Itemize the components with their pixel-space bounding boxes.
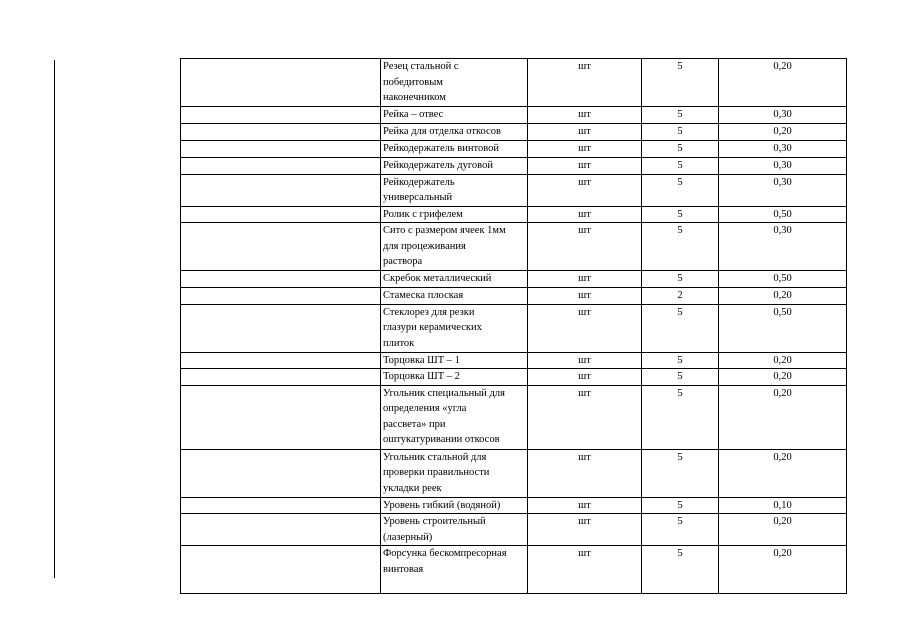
- value-cell: 0,20: [719, 449, 847, 497]
- table-row: [181, 271, 847, 288]
- table-row: [181, 287, 847, 304]
- quantity-cell: 5: [642, 497, 719, 514]
- row-empty-cell: [181, 304, 381, 352]
- quantity-cell: 5: [642, 304, 719, 352]
- quantity-cell: 5: [642, 59, 719, 107]
- value-cell: 0,50: [719, 206, 847, 223]
- row-empty-cell: [181, 141, 381, 158]
- table-row: [181, 449, 847, 497]
- value-cell: 0,30: [719, 141, 847, 158]
- row-empty-cell: [181, 287, 381, 304]
- item-name-cell: Угольник стальной для проверки правильности укладки реек: [381, 449, 528, 497]
- table-row: [181, 206, 847, 223]
- row-empty-cell: [181, 369, 381, 386]
- quantity-cell: 5: [642, 206, 719, 223]
- unit-cell: шт: [528, 206, 642, 223]
- quantity-cell: 5: [642, 352, 719, 369]
- row-empty-cell: [181, 449, 381, 497]
- row-empty-cell: [181, 206, 381, 223]
- value-cell: 0,20: [719, 514, 847, 546]
- quantity-cell: 5: [642, 514, 719, 546]
- item-name-cell: Рейка для отделка откосов: [381, 124, 528, 141]
- row-empty-cell: [181, 514, 381, 546]
- unit-cell: шт: [528, 141, 642, 158]
- row-empty-cell: [181, 174, 381, 206]
- item-name-cell: Рейкодержатель винтовой: [381, 141, 528, 158]
- equipment-table: [180, 58, 847, 594]
- item-name-cell: Форсунка бескомпресорная винтовая: [381, 546, 528, 594]
- row-empty-cell: [181, 223, 381, 271]
- unit-cell: шт: [528, 304, 642, 352]
- value-cell: 0,30: [719, 174, 847, 206]
- table-row: [181, 158, 847, 175]
- value-cell: 0,20: [719, 287, 847, 304]
- value-cell: 0,20: [719, 546, 847, 594]
- quantity-cell: 5: [642, 369, 719, 386]
- item-name-cell: Резец стальной с победитовым наконечником: [381, 59, 528, 107]
- quantity-cell: 5: [642, 449, 719, 497]
- quantity-cell: 5: [642, 271, 719, 288]
- row-empty-cell: [181, 124, 381, 141]
- value-cell: 0,50: [719, 271, 847, 288]
- table-row: [181, 141, 847, 158]
- unit-cell: шт: [528, 497, 642, 514]
- value-cell: 0,20: [719, 385, 847, 449]
- quantity-cell: 5: [642, 223, 719, 271]
- table-row: [181, 124, 847, 141]
- value-cell: 0,20: [719, 59, 847, 107]
- quantity-cell: 5: [642, 158, 719, 175]
- table-row: [181, 304, 847, 352]
- table-row: [181, 514, 847, 546]
- item-name-cell: Рейкодержатель дуговой: [381, 158, 528, 175]
- item-name-cell: Уровень строительный (лазерный): [381, 514, 528, 546]
- item-name-cell: Уровень гибкий (водяной): [381, 497, 528, 514]
- row-empty-cell: [181, 546, 381, 594]
- item-name-cell: Стамеска плоская: [381, 287, 528, 304]
- item-name-cell: Торцовка ШТ – 2: [381, 369, 528, 386]
- value-cell: 0,30: [719, 107, 847, 124]
- unit-cell: шт: [528, 546, 642, 594]
- unit-cell: шт: [528, 514, 642, 546]
- table-row: [181, 352, 847, 369]
- value-cell: 0,50: [719, 304, 847, 352]
- equipment-table-body: [181, 59, 847, 594]
- unit-cell: шт: [528, 107, 642, 124]
- value-cell: 0,10: [719, 497, 847, 514]
- quantity-cell: 5: [642, 174, 719, 206]
- row-empty-cell: [181, 271, 381, 288]
- table-row: [181, 107, 847, 124]
- unit-cell: шт: [528, 271, 642, 288]
- row-empty-cell: [181, 158, 381, 175]
- row-empty-cell: [181, 497, 381, 514]
- unit-cell: шт: [528, 174, 642, 206]
- unit-cell: шт: [528, 352, 642, 369]
- value-cell: 0,30: [719, 158, 847, 175]
- unit-cell: шт: [528, 223, 642, 271]
- table-row: [181, 223, 847, 271]
- row-empty-cell: [181, 352, 381, 369]
- value-cell: 0,20: [719, 369, 847, 386]
- value-cell: 0,20: [719, 124, 847, 141]
- item-name-cell: Скребок металлический: [381, 271, 528, 288]
- unit-cell: шт: [528, 449, 642, 497]
- item-name-cell: Сито с размером ячеек 1мм для процеживания раствора: [381, 223, 528, 271]
- item-name-cell: Рейка – отвес: [381, 107, 528, 124]
- quantity-cell: 5: [642, 385, 719, 449]
- table-row: [181, 385, 847, 449]
- quantity-cell: 5: [642, 107, 719, 124]
- quantity-cell: 5: [642, 546, 719, 594]
- unit-cell: шт: [528, 385, 642, 449]
- table-row: [181, 59, 847, 107]
- value-cell: 0,20: [719, 352, 847, 369]
- page-margin-line: [54, 60, 55, 578]
- row-empty-cell: [181, 385, 381, 449]
- item-name-cell: Стеклорез для резки глазури керамических плиток: [381, 304, 528, 352]
- unit-cell: шт: [528, 287, 642, 304]
- quantity-cell: 2: [642, 287, 719, 304]
- unit-cell: шт: [528, 369, 642, 386]
- quantity-cell: 5: [642, 124, 719, 141]
- item-name-cell: Торцовка ШТ – 1: [381, 352, 528, 369]
- table-row: [181, 174, 847, 206]
- row-empty-cell: [181, 107, 381, 124]
- unit-cell: шт: [528, 124, 642, 141]
- item-name-cell: Рейкодержатель универсальный: [381, 174, 528, 206]
- item-name-cell: Ролик с грифелем: [381, 206, 528, 223]
- value-cell: 0,30: [719, 223, 847, 271]
- table-row: [181, 546, 847, 594]
- row-empty-cell: [181, 59, 381, 107]
- table-row: [181, 369, 847, 386]
- item-name-cell: Угольник специальный для определения «угла рассвета» при оштукатуривании откосов: [381, 385, 528, 449]
- table-row: [181, 497, 847, 514]
- unit-cell: шт: [528, 59, 642, 107]
- unit-cell: шт: [528, 158, 642, 175]
- quantity-cell: 5: [642, 141, 719, 158]
